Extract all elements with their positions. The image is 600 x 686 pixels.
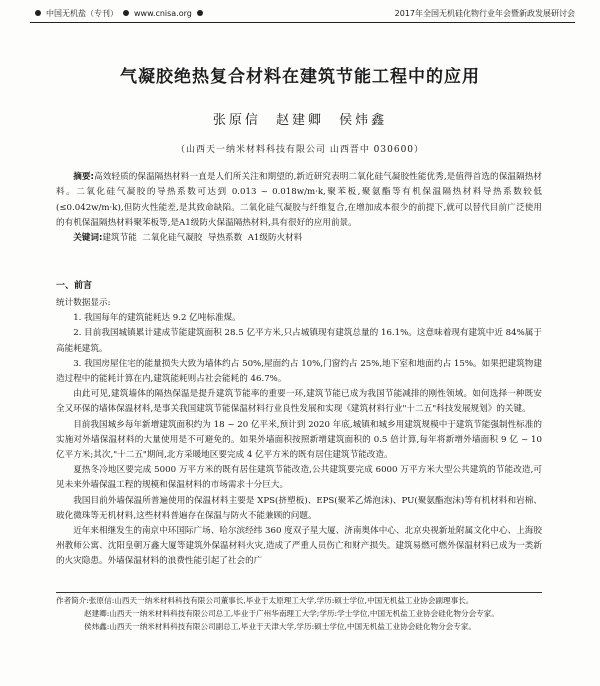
article-title: 气凝胶绝热复合材料在建筑节能工程中的应用: [120, 67, 480, 87]
keywords-block: [56, 231, 542, 246]
body-paragraph: 我国目前外墙保温所普遍使用的保温材料主要是 XPS(挤塑板)、EPS(聚苯乙烯泡沫)、PU(聚氨酯泡沫)等有机材料和岩棉、玻化微珠等无机材料,这些材料普遍存在保温与防火不能兼顾的问题。: [56, 495, 542, 521]
body-text: [56, 296, 542, 570]
body-paragraph: 目前我国城乡每年新增建筑面积约为 18 ~ 20 亿平米,预计到 2020 年底,城镇和城乡用建筑规模中于建筑节能强制性标准的实施对外墙保温材料的大量使用是不可避免的。如果外墙面积按照新增建筑面积的 0.5 倍计算,每年将新增外墙面积 9 亿 ~ 10 亿平方米;其次,"十二五"期间,北方采暖地区要完成 4 亿平方米的既有居住建筑节能改造。: [56, 419, 542, 461]
body-paragraph: 夏热冬冷地区要完成 5000 万平方米的既有居住建筑节能改造,公共建筑要完成 6000 万平方米大型公共建筑的节能改造,可见未来外墙保温工程的规模和保温材料的市场需求十分巨大。: [56, 465, 542, 491]
section-heading: 一、前言: [56, 281, 93, 291]
footnotes: [56, 594, 542, 634]
body-paragraph: 统计数据显示:: [56, 298, 111, 308]
abstract-text: 高效轻质的保温隔热材料一直是人们所关注和期望的,新近研究表明二氧化硅气凝胶性能优秀,是值得首选的保温隔热材料。二氧化硅气凝胶的导热系数可达到 0.013 ~ 0.018w/m·k,聚苯板,聚氨酯等有机保温隔热材料导热系数较低(≤0.042w/m·k),但防火性能差,是其致命缺陷。二氧化硅气凝胶与纤维复合,在增加成本很少的前提下,就可以替代目前广泛使用的有机保温隔热材料聚苯板等,是A1级防火保温隔热材料,具有很好的应用前景。: [56, 172, 543, 228]
running-header: [30, 8, 575, 22]
footnote-rule: [56, 592, 542, 593]
bullet-icon: [123, 10, 129, 16]
conference-name: 2017年全国无机硅化物行业年会暨新政发展研讨会: [394, 9, 575, 18]
abstract: [56, 170, 542, 246]
keywords-label: 关键词:: [73, 233, 103, 244]
abstract-label: 摘要:: [73, 172, 94, 182]
body-paragraph: 1. 我国每年的建筑能耗达 9.2 亿吨标准煤。: [73, 313, 241, 324]
bullet-icon: [35, 10, 41, 16]
journal-info: [30, 8, 208, 19]
footnote: 赵建卿:山西天一纳米材料科技有限公司总工,毕业于广州华南理工大学;学历:学士学位,中国无机盐工业协会硅化物分会专家。: [84, 609, 499, 619]
journal-website: www.cnisa.org: [134, 9, 192, 18]
header-rule: [30, 22, 575, 23]
abstract-block: [56, 170, 542, 231]
body-paragraph: 由此可见,建筑墙体的隔热保温是提升建筑节能率的重要一环,建筑节能已成为我国节能减排的刚性领域。如何选择一种既安全又环保的墙体保温材料,是事关我国建筑节能保温材料行业良性发展和实现《建筑材料行业"十二五"科技发展规划》的关键。: [56, 389, 542, 415]
bullet-icon: [197, 10, 203, 16]
article-affiliation: （山西天一纳米材料科技有限公司 山西晋中 030600）: [175, 145, 425, 155]
footnote: 作者简介:张原信:山西天一纳米材料科技有限公司董事长,毕业于太原理工大学,学历:硕士学位,中国无机盐工业协会副理事长。: [56, 596, 474, 605]
footnote: 侯炜鑫:山西天一纳米材料科技有限公司副总工,毕业于天津大学,学历:硕士学位,中国无机盐工业协会硅化物分会专家。: [84, 622, 477, 632]
body-paragraph: 近年来相继发生的南京中环国际广场、哈尔滨经纬 360 度双子星大厦、济南奥体中心、北京央视新址附属文化中心、上海胶州教师公寓、沈阳皇朝万鑫大厦等建筑外保温材料火灾,造成了严重人员伤亡和财产损失。建筑易燃可燃外保温材料已成为一类新的火灾隐患。外墙保温材料的浪费性能引起了社会的广: [56, 526, 542, 567]
article-authors: 张原信 赵建卿 侯炜鑫: [212, 113, 388, 128]
body-paragraph: 2. 目前我国城镇累计建成节能建筑面积 28.5 亿平方米,只占城镇现有建筑总量的 16.1%。这意味着现有建筑中近 84%属于高能耗建筑。: [56, 328, 542, 354]
journal-name: 中国无机盐（专刊）: [46, 9, 118, 18]
body-paragraph: 3. 我国房屋住宅的能量损失大致为墙体约占 50%,屋面约占 10%,门窗约占 25%,地下室和地面约占 15%。如果把建筑物建造过程中的能耗计算在内,建筑能耗则占社会能耗的 46.7%。: [56, 358, 542, 385]
keywords-text: 建筑节能 二氧化硅气凝胶 导热系数 A1级防火材料: [102, 233, 303, 244]
